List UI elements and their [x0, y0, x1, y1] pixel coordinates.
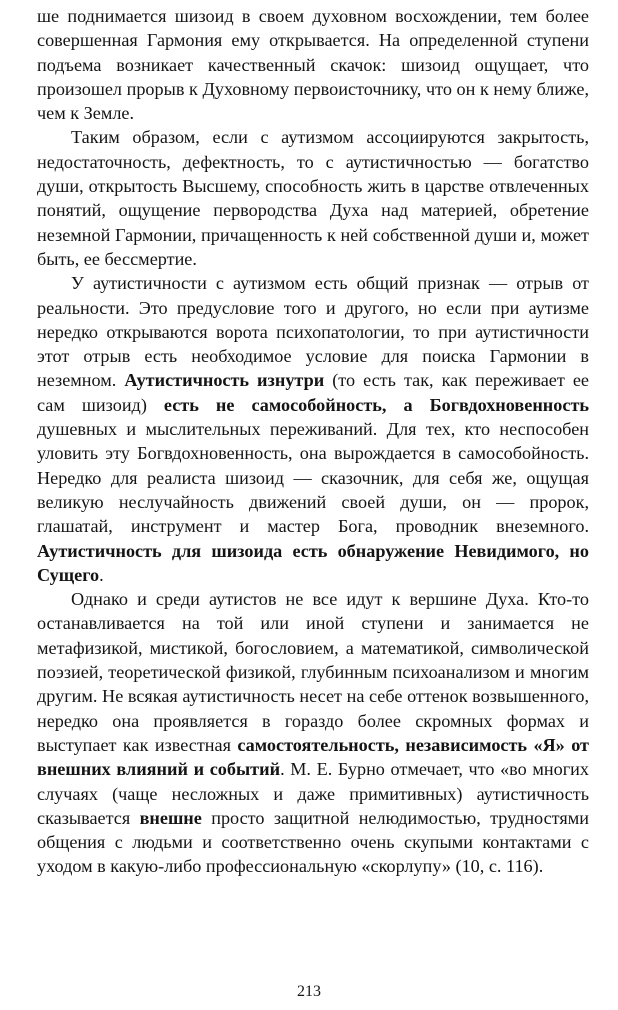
page-number: 213: [297, 983, 321, 1000]
paragraph-4-text-2: . М. Е. Бурно отмечает, что «во многих случаях (чаще несложных и даже примитивных) аутистичность сказывается: [37, 759, 590, 828]
paragraph-3-text-4: .: [99, 564, 104, 585]
paragraph-4: [37, 587, 589, 879]
paragraph-2-text-1: Таким образом, если с аутизмом ассоциируются закрытость, недостаточность, дефектность, то с аутистичностью — богатство души, открытость Высшему, способность жить в царстве отвлеченных понятий, ощущение первородства Духа над материей, обретение неземной Гармонии, причащенность к ней собственной души и, может быть, ее бессмертие.: [37, 127, 589, 269]
paragraph-3-text-3: душевных и мыслительных переживаний. Для тех, кто неспособен уловить эту Богвдохновенность, она вырождается в самособойность. Нередко для реалиста шизоид — сказочник, для себя же, ощущая великую неслучайность движений своей души, он — пророк, глашатай, инструмент и мастер Бога, проводник внеземного.: [37, 419, 589, 537]
paragraph-1: [37, 4, 589, 125]
paragraph-1-text-1: ше поднимается шизоид в своем духовном восхождении, тем более совершенная Гармония ему открывается. На определенной ступени подъема возникает качественный скачок: шизоид ощущает, что произошел прорыв к Духовному первоисточнику, что он к нему ближе, чем к Земле.: [37, 6, 589, 124]
paragraph-4-bold-2: внешне: [139, 807, 202, 828]
page-body: [37, 4, 589, 879]
paragraph-4-text-1: Однако и среди аутистов не все идут к вершине Духа. Кто-то останавливается на той или иной ступени и занимается не метафизикой, мистикой, богословием, а математикой, символической поэзией, теоретической физикой, глубинным психоанализом и многим другим. Не всякая аутистичность несет на себе оттенок возвышенного, нередко она проявляется в гораздо более скромных формах и выступает как известная: [37, 589, 589, 755]
paragraph-3: [37, 271, 589, 587]
paragraph-3-bold-3: Аутистичность для шизоида есть обнаружение Невидимого, но Сущего: [37, 540, 589, 585]
paragraph-3-bold-2: есть не самособойность, а Богвдохновенность: [163, 394, 589, 415]
paragraph-2: [37, 125, 589, 271]
paragraph-3-bold-1: Аутистичность изнутри: [124, 370, 325, 391]
paragraph-3-text-1: У аутистичности с аутизмом есть общий признак — отрыв от реальности. Это предусловие того и другого, но если при аутизме нередко открываются ворота психопатологии, то при аутистичности этот отрыв есть необходимое условие для поиска Гармонии в неземном.: [37, 273, 589, 391]
paragraph-4-bold-1: самостоятельность, независимость «Я» от внешних влияний и событий: [37, 734, 589, 780]
paragraph-3-text-2: (то есть так, как переживает ее сам шизоид): [37, 370, 589, 415]
paragraph-4-text-3: просто защитной нелюдимостью, трудностями общения с людьми и соответственно очень скупыми контактами с уходом в какую-либо профессиональную «скорлупу» (10, с. 116).: [37, 807, 589, 877]
